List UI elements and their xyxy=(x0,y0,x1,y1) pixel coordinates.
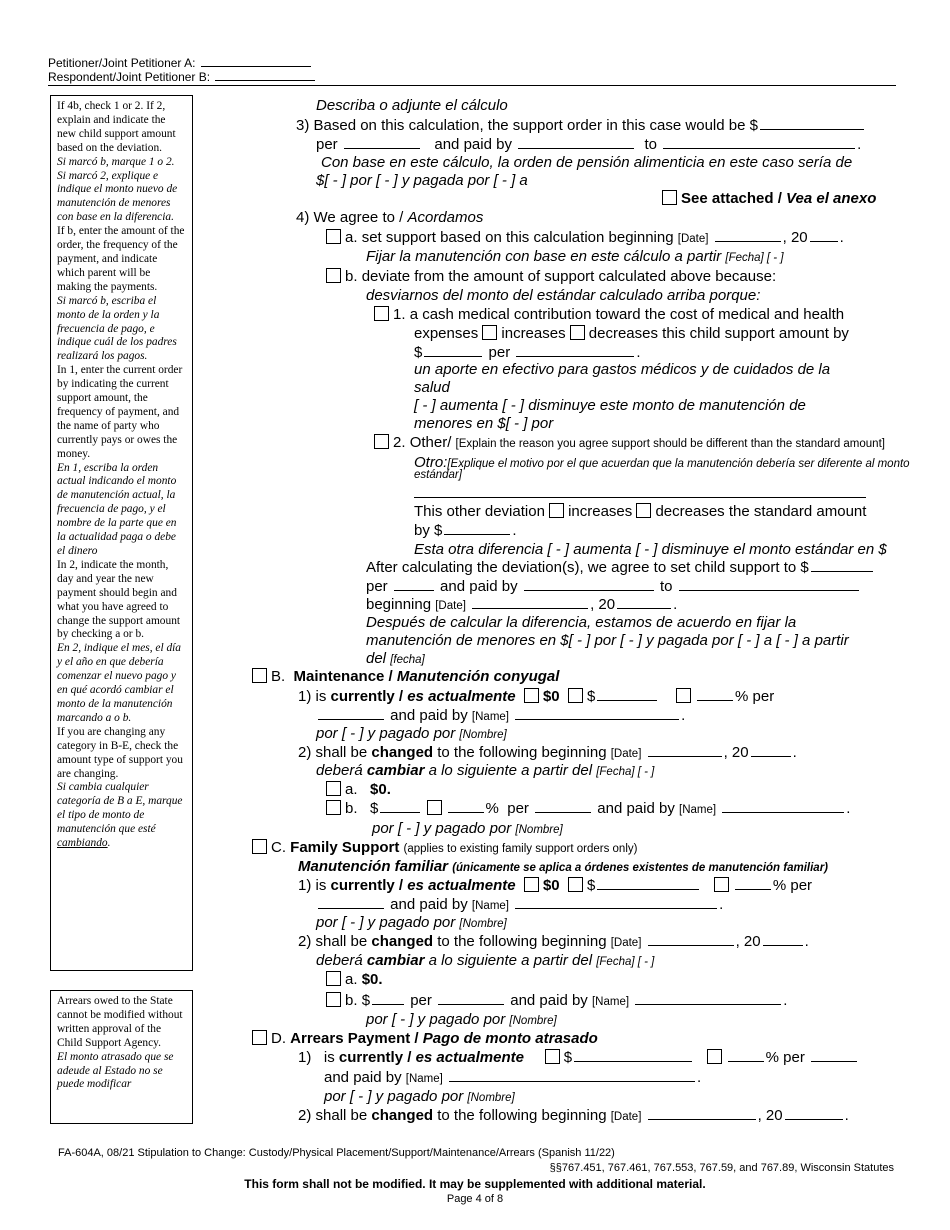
section-b-checkbox[interactable] xyxy=(252,668,267,683)
despues2: manutención de menores en $[ - ] por [ - ] y pagada por [ - ] a [ - ] a partir xyxy=(366,632,849,649)
section-d-por1: por [ - ] y pagado por [Nombre] xyxy=(324,1088,515,1105)
side-main-paragraph: In 2, indicate the month, day and year the new payment should begin and what you have agreed to change the support amount by checking a or b. xyxy=(57,558,181,641)
to-field[interactable] xyxy=(663,147,855,149)
section-c-title-es: Manutención familiar (únicamente se aplica a órdenes existentes de manutención familiar) xyxy=(298,858,828,875)
option-4b-es: desviarnos del monto del estándar calculado arriba porque: xyxy=(366,287,761,304)
section-c-title: C. Family Support (applies to existing family support orders only) xyxy=(252,839,637,856)
option-4a: a. set support based on this calculation beginning [Date] , 20 . xyxy=(326,229,844,246)
section4-title: 4) We agree to / Acordamos xyxy=(296,209,484,226)
statutes: §§767.451, 767.461, 767.553, 767.59, and 767.89, Wisconsin Statutes xyxy=(549,1162,894,1174)
c2b-paid-by-field[interactable] xyxy=(635,1003,781,1005)
section3-es2: $[ - ] por [ - ] y pagada por [ - ] a xyxy=(316,172,528,189)
4a-date-field[interactable] xyxy=(715,240,781,242)
section3-line2: per and paid by to . xyxy=(316,136,862,153)
c2-year-field[interactable] xyxy=(763,944,803,946)
d2-date-field[interactable] xyxy=(648,1118,756,1120)
respondent-b-label: Respondent/Joint Petitioner B: xyxy=(48,70,317,84)
dev1-increases-checkbox[interactable] xyxy=(482,325,497,340)
section-c-line3: 2) shall be changed to the following beginning [Date] , 20 . xyxy=(298,933,809,950)
section-d-line1: 1) is currently / es actualmente $ % per xyxy=(298,1049,859,1066)
section-c-line1: 1) is currently / es actualmente $0 $ % per xyxy=(298,877,813,894)
option-4b: b. deviate from the amount of support calculated above because: xyxy=(326,268,776,285)
side-main-paragraph: En 1, escriba la orden actual indicando el monto de manutención actual, la frecuencia de pago, y el nombre de la parte que en la actualidad paga o debe el dinero xyxy=(57,461,177,557)
b2b-checkbox[interactable] xyxy=(326,800,341,815)
b1-pct-field[interactable] xyxy=(697,699,733,701)
otro-line: Otro:[Explique el motivo por el que acuerdan que la manutención debería ser diferente al monto xyxy=(414,454,910,471)
side-main-paragraph: Si cambia cualquier categoría de B a E, marque el tipo de monto de manutención que esté cambiando. xyxy=(57,781,183,850)
b1-pct-checkbox[interactable] xyxy=(676,688,691,703)
after-per-field[interactable] xyxy=(394,589,434,591)
c1-per-field[interactable] xyxy=(318,907,384,909)
section-c-line2: and paid by [Name] . xyxy=(316,896,723,913)
section3-line1: 3) Based on this calculation, the support order in this case would be $ xyxy=(296,117,866,134)
d1-pct-checkbox[interactable] xyxy=(707,1049,722,1064)
section3-es1: Con base en este cálculo, la orden de pensión alimenticia en este caso sería de xyxy=(321,154,853,171)
c2a-checkbox[interactable] xyxy=(326,971,341,986)
after-calculating: After calculating the deviation(s), we agree to set child support to $ xyxy=(366,559,875,576)
esta-otra: Esta otra diferencia [ - ] aumenta [ - ] disminuye el monto estándar en $ xyxy=(414,541,887,558)
b1-paid-by-field[interactable] xyxy=(515,718,679,720)
section-b-debera: deberá cambiar a lo siguiente a partir del [Fecha] [ - ] xyxy=(316,762,655,779)
c1-pct-checkbox[interactable] xyxy=(714,877,729,892)
section-b-line3: 2) shall be changed to the following beginning [Date] , 20 . xyxy=(298,744,797,761)
deviation-2-checkbox[interactable] xyxy=(374,434,389,449)
b1-amount-field[interactable] xyxy=(597,699,657,701)
section-d-title: D. Arrears Payment / Pago de monto atrasado xyxy=(252,1030,598,1047)
side-main-paragraph: En 2, indique el mes, el día y el año en que debería comenzar el nuevo pago y en qué acordó cambiar el monto de la manutención marcando a o b. xyxy=(57,642,182,724)
other-reason-line[interactable] xyxy=(414,497,866,498)
section-b-line2: and paid by [Name] . xyxy=(316,707,685,724)
petitioner-a-field[interactable] xyxy=(201,65,311,67)
deviation-1-line3: $ per . xyxy=(414,344,641,361)
d1-amount-field[interactable] xyxy=(574,1060,692,1062)
d1-per-field[interactable] xyxy=(811,1060,857,1062)
header-rule xyxy=(48,85,896,86)
c1-pct-field[interactable] xyxy=(735,888,771,890)
section-c-option-b: b. $ per and paid by [Name] . xyxy=(326,992,787,1009)
after-line3: beginning [Date] , 20 . xyxy=(366,596,678,613)
section-c-debera: deberá cambiar a lo siguiente a partir del [Fecha] [ - ] xyxy=(316,952,655,969)
d1-pct-field[interactable] xyxy=(728,1060,764,1062)
c2b-per-field[interactable] xyxy=(438,1003,504,1005)
b1-dollar-checkbox[interactable] xyxy=(568,688,583,703)
form-id: FA-604A, 08/21 Stipulation to Change: Custody/Physical Placement/Support/Maintenance/Arrears (Spanish 11/22) xyxy=(58,1147,615,1159)
section-c-por2: por [ - ] y pagado por [Nombre] xyxy=(366,1011,557,1028)
see-attached: See attached / Vea el anexo xyxy=(662,190,876,207)
b1-per-field[interactable] xyxy=(318,718,384,720)
option-4a-checkbox[interactable] xyxy=(326,229,341,244)
deviation-1: 1. a cash medical contribution toward the cost of medical and health xyxy=(374,306,844,323)
c2b-amount-field[interactable] xyxy=(372,1003,404,1005)
c1-paid-by-field[interactable] xyxy=(515,907,717,909)
section-b-line1: 1) is currently / es actualmente $0 $ % per xyxy=(298,688,775,705)
deviation-1-es4: menores en $[ - ] por xyxy=(414,415,554,432)
b2b-amount-field[interactable] xyxy=(380,811,420,813)
section-b-title: B. Maintenance / Manutención conyugal xyxy=(252,668,559,685)
other-increases-checkbox[interactable] xyxy=(549,503,564,518)
b2b-paid-by-field[interactable] xyxy=(722,811,844,813)
section-c-checkbox[interactable] xyxy=(252,839,267,854)
respondent-b-field[interactable] xyxy=(215,79,315,81)
section-d-checkbox[interactable] xyxy=(252,1030,267,1045)
per-field[interactable] xyxy=(344,147,420,149)
side-main-paragraph: If you are changing any category in B-E, check the amount type of support you are changing. xyxy=(57,725,183,780)
after-to-field[interactable] xyxy=(679,589,859,591)
side-main-paragraph: Si marcó b, marque 1 o 2. Si marcó 2, explique e indique el monto nuevo de manutención de menores con base en la diferencia. xyxy=(57,155,178,224)
form-notice: This form shall not be modified. It may be supplemented with additional material. xyxy=(244,1177,706,1191)
other-deviation: This other deviation increases decreases the standard amount xyxy=(414,503,867,520)
section-d-line2: and paid by [Name] . xyxy=(324,1069,702,1086)
sidebar-arrears-note xyxy=(50,990,193,1124)
deviation-1-es3: [ - ] aumenta [ - ] disminuye este monto de manutención de xyxy=(414,397,806,414)
section-b-por1: por [ - ] y pagado por [Nombre] xyxy=(316,725,507,742)
describe-calculation: Describa o adjunte el cálculo xyxy=(316,97,508,114)
other-deviation-by: by $ . xyxy=(414,522,517,539)
dev1-per-field[interactable] xyxy=(516,355,634,357)
page-number: Page 4 of 8 xyxy=(446,1193,504,1205)
despues3: del [fecha] xyxy=(366,650,425,667)
section-b-por2: por [ - ] y pagado por [Nombre] xyxy=(372,820,563,837)
after-year-field[interactable] xyxy=(617,607,671,609)
side-main-paragraph: If b, enter the amount of the order, the frequency of the payment, and indicate which parent will be making the payments. xyxy=(57,225,185,293)
c2-date-field[interactable] xyxy=(648,944,734,946)
after-line2: per and paid by to xyxy=(366,578,861,595)
deviation-1-line2: expenses increases decreases this child support amount by xyxy=(414,325,849,342)
side-arrears-paragraph: Arrears owed to the State cannot be modified without written approval of the Child Support Agency. xyxy=(57,995,183,1049)
side-arrears-paragraph: El monto atrasado que se adeude al Estado no se puede modificar xyxy=(57,1050,174,1091)
despues1: Después de calcular la diferencia, estamos de acuerdo en fijar la xyxy=(366,614,797,631)
option-4b-checkbox[interactable] xyxy=(326,268,341,283)
section-b-option-b: b. $ % per and paid by [Name] . xyxy=(326,800,850,817)
paid-by-field[interactable] xyxy=(518,147,634,149)
see-attached-checkbox[interactable] xyxy=(662,190,677,205)
c1-amount-field[interactable] xyxy=(597,888,699,890)
side-main-paragraph: If 4b, check 1 or 2. If 2, explain and indicate the new child support amount based on the deviation. xyxy=(57,100,176,154)
deviation-1-checkbox[interactable] xyxy=(374,306,389,321)
b2b-per-field[interactable] xyxy=(535,811,591,813)
side-main-paragraph: In 1, enter the current order by indicating the current support amount, the frequency of payment, and the name of party who currently pays or owes the money. xyxy=(57,364,183,460)
after-amount-field[interactable] xyxy=(811,570,873,572)
b2b-pct-field[interactable] xyxy=(448,811,484,813)
section-b-option-a: a. $0. xyxy=(326,781,391,798)
after-date-field[interactable] xyxy=(472,607,588,609)
c2b-checkbox[interactable] xyxy=(326,992,341,1007)
b2-year-field[interactable] xyxy=(751,755,791,757)
d1-dollar-checkbox[interactable] xyxy=(545,1049,560,1064)
petitioner-a-label: Petitioner/Joint Petitioner A: xyxy=(48,56,313,70)
other-decreases-checkbox[interactable] xyxy=(636,503,651,518)
d1-paid-by-field[interactable] xyxy=(449,1080,695,1082)
deviation-1-es1: un aporte en efectivo para gastos médicos y de cuidados de la xyxy=(414,361,831,378)
b1-zero-checkbox[interactable] xyxy=(524,688,539,703)
sidebar-instructions xyxy=(50,95,193,971)
c1-dollar-checkbox[interactable] xyxy=(568,877,583,892)
deviation-1-es2: salud xyxy=(414,379,450,396)
side-main-paragraph: Si marcó b, escriba el monto de la orden y la frecuencia de pago, e indique cuál de los padres realizará los pagos. xyxy=(57,294,177,363)
section-c-por1: por [ - ] y pagado por [Nombre] xyxy=(316,914,507,931)
otro-line2: estándar] xyxy=(414,469,462,481)
section-d-line3: 2) shall be changed to the following beginning [Date] , 20 . xyxy=(298,1107,849,1124)
c1-zero-checkbox[interactable] xyxy=(524,877,539,892)
section-c-option-a: a. $0. xyxy=(326,971,383,988)
other-by-field[interactable] xyxy=(444,533,510,535)
b2a-checkbox[interactable] xyxy=(326,781,341,796)
option-4a-es: Fijar la manutención con base en este cálculo a partir [Fecha] [ - ] xyxy=(366,248,784,265)
dev1-amount-field[interactable] xyxy=(424,355,482,357)
d2-year-field[interactable] xyxy=(785,1118,843,1120)
b2b-pct-checkbox[interactable] xyxy=(427,800,442,815)
b2-date-field[interactable] xyxy=(648,755,722,757)
dev1-decreases-checkbox[interactable] xyxy=(570,325,585,340)
deviation-2: 2. Other/ [Explain the reason you agree support should be different than the standard amount] xyxy=(374,434,885,451)
4a-year-field[interactable] xyxy=(810,240,838,242)
after-paid-by-field[interactable] xyxy=(524,589,654,591)
support-amount-field[interactable] xyxy=(760,128,864,130)
